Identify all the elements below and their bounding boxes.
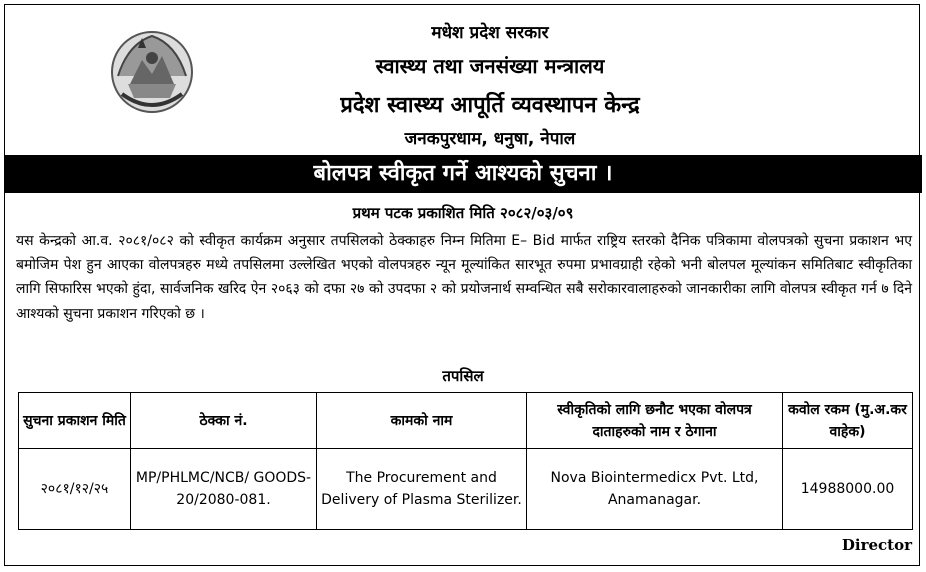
table-row bbox=[19, 449, 913, 530]
header-publish-date: सुचना प्रकाशन मिति bbox=[19, 393, 131, 449]
center-name: प्रदेश स्वास्थ्य आपूर्ति व्यवस्थापन केन्द्र bbox=[340, 93, 640, 118]
address: जनकपुरधाम, धनुषा, नेपाल bbox=[404, 129, 576, 149]
cell-bidder: Nova Biointermedicx Pvt. Ltd, Anamanagar. bbox=[527, 449, 783, 530]
notice-title-banner: बोलपत्र स्वीकृत गर्ने आश्यको सुचना । bbox=[4, 155, 922, 193]
ministry-name: स्वास्थ्य तथा जनसंख्या मन्त्रालय bbox=[375, 54, 605, 78]
contract-table bbox=[18, 392, 913, 530]
header-bidder: स्वीकृतिको लागि छनौट भएका वोलपत्र दाताहरुको नाम र ठेगाना bbox=[527, 393, 783, 449]
government-name: मधेश प्रदेश सरकार bbox=[431, 23, 549, 43]
header-work-name: कामको नाम bbox=[317, 393, 527, 449]
publish-date-line: प्रथम पटक प्रकाशित मिति २०८२/०३/०९ bbox=[352, 204, 574, 222]
cell-contract-no: MP/PHLMC/NCB/ GOODS-20/2080-081. bbox=[131, 449, 317, 530]
header-contract-no: ठेक्का नं. bbox=[131, 393, 317, 449]
cell-amount: 14988000.00 bbox=[783, 449, 913, 530]
notice-body: यस केन्द्रको आ.व. २०८१/०८२ को स्वीकृत कार्यक्रम अनुसार तपसिलको ठेक्काहरु निम्न मितिमा E– Bid मार्फत राष्ट्रिय स्तरको दैनिक पत्रिकामा वोलपत्रको सुचना प्रकाशन भए बमोजिम पेश हुन आएका वोलपत्रहरु मध्ये तपसिलमा उल्लेखित भएको वोलपत्रहरु न्यून मूल्यांकित सारभूत रुपमा प्रभावग्राही रहेको भनी बोलपल मूल्यांकन समितिबाट स्वीकृतिका लागि सिफारिस भएको हुंदा, सार्वजनिक खरिद ऐन २०६३ को दफा २७ को उपदफा २ को प्रयोजनार्थ सम्वन्धित सबै सरोकारवालाहरुको जानकारीका लागि वोलपत्र स्वीकृत गर्न ७ दिने आश्यको सुचना प्रकाशन गरिएको छ । bbox=[16, 233, 912, 322]
table-header-row bbox=[19, 393, 913, 449]
nepal-emblem-icon bbox=[108, 24, 196, 124]
cell-work-name: The Procurement and Delivery of Plasma Sterilizer. bbox=[317, 449, 527, 530]
tapasil-label: तपसिल bbox=[442, 367, 484, 385]
header-amount: कवोल रकम (मु.अ.कर वाहेक) bbox=[783, 393, 913, 449]
cell-date: २०८१/१२/२५ bbox=[19, 449, 131, 530]
signature-director: Director bbox=[841, 536, 912, 554]
